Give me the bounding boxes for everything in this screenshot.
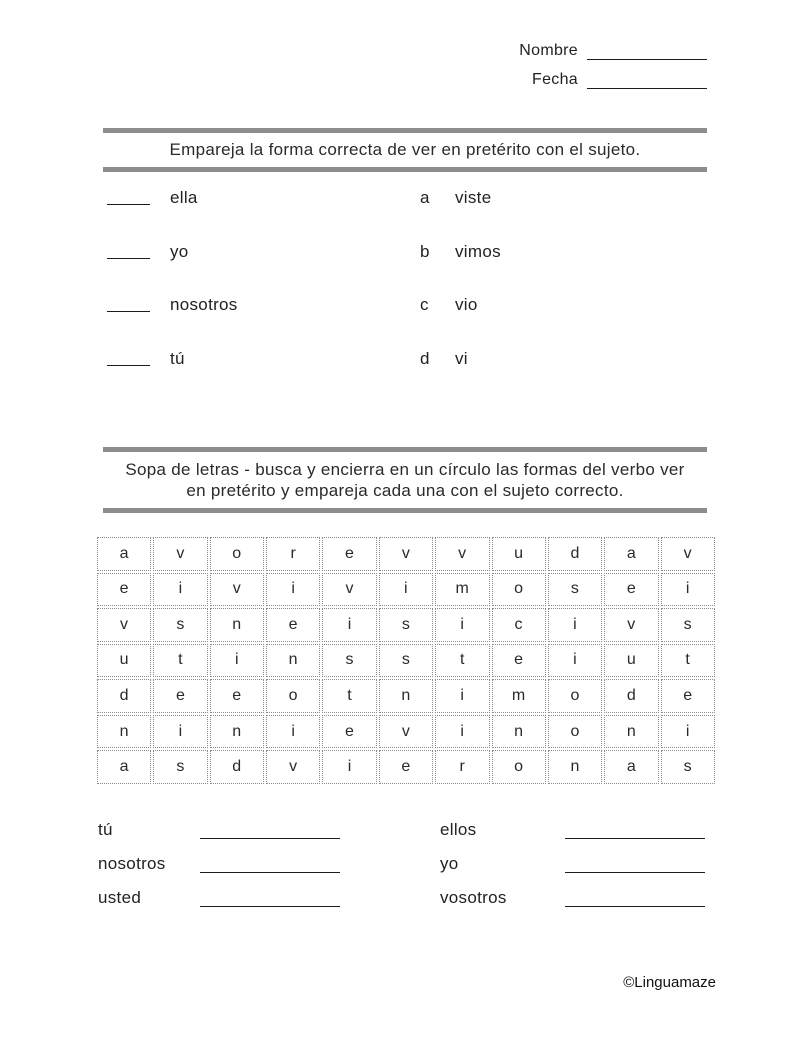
wordsearch-cell: o	[548, 715, 602, 749]
wordsearch-cell: m	[492, 679, 546, 713]
wordsearch-cell: e	[97, 573, 151, 607]
wordsearch-cell: t	[435, 644, 489, 678]
wordsearch-cell: i	[153, 573, 207, 607]
wordsearch-cell: c	[492, 608, 546, 642]
wordsearch-cell: i	[266, 715, 320, 749]
wordsearch-cell: e	[210, 679, 264, 713]
wordsearch-cell: v	[266, 750, 320, 784]
match-option-verb: vio	[455, 295, 478, 314]
answer-blank-left	[200, 891, 340, 907]
wordsearch-cell: s	[153, 750, 207, 784]
match-answer-blank	[107, 350, 150, 366]
match-option-letter: a	[420, 188, 430, 207]
answer-subject-left: usted	[98, 888, 142, 907]
matching-exercise	[107, 186, 687, 400]
answer-row	[98, 888, 710, 922]
wordsearch-cell: s	[379, 644, 433, 678]
wordsearch-cell: u	[604, 644, 658, 678]
answer-blank-right	[565, 857, 705, 873]
name-blank-line	[587, 44, 707, 60]
match-answer-blank	[107, 243, 150, 259]
match-row	[107, 186, 687, 240]
wordsearch-cell: d	[97, 679, 151, 713]
wordsearch-cell: i	[379, 573, 433, 607]
wordsearch-cell: v	[97, 608, 151, 642]
divider-bar-bottom	[103, 508, 707, 513]
section1-header	[103, 128, 707, 172]
wordsearch-cell: v	[379, 537, 433, 571]
match-subject: yo	[170, 241, 189, 261]
wordsearch-cell: n	[492, 715, 546, 749]
match-answer-blank	[107, 189, 150, 205]
wordsearch-cell: a	[97, 537, 151, 571]
answer-blanks-section	[98, 820, 710, 922]
wordsearch-cell: u	[492, 537, 546, 571]
match-subject: nosotros	[170, 295, 238, 314]
wordsearch-cell: e	[266, 608, 320, 642]
answer-blank-right	[565, 891, 705, 907]
wordsearch-cell: a	[97, 750, 151, 784]
wordsearch-cell: i	[548, 608, 602, 642]
wordsearch-cell: e	[379, 750, 433, 784]
wordsearch-cell: i	[435, 608, 489, 642]
credit-text: ©Linguamaze	[623, 974, 716, 991]
match-option-letter: d	[420, 348, 430, 368]
match-answer-blank	[107, 296, 150, 312]
match-option-verb: vimos	[455, 241, 501, 261]
name-date-block	[519, 42, 707, 100]
wordsearch-grid	[95, 535, 717, 786]
wordsearch-cell: v	[210, 573, 264, 607]
answer-subject-right: ellos	[440, 820, 477, 839]
wordsearch-cell: i	[435, 715, 489, 749]
wordsearch-row	[97, 644, 715, 678]
match-option-letter: c	[420, 295, 429, 314]
wordsearch-cell: i	[661, 573, 715, 607]
wordsearch-cell: m	[435, 573, 489, 607]
wordsearch-cell: a	[604, 750, 658, 784]
wordsearch-cell: i	[435, 679, 489, 713]
wordsearch-cell: i	[266, 573, 320, 607]
wordsearch-cell: e	[661, 679, 715, 713]
section1-title: Empareja la forma correcta de ver en pretérito con el sujeto.	[169, 140, 641, 159]
wordsearch-cell: d	[548, 537, 602, 571]
wordsearch-cell: n	[210, 608, 264, 642]
wordsearch-cell: v	[661, 537, 715, 571]
wordsearch-cell: i	[322, 750, 376, 784]
wordsearch-cell: v	[435, 537, 489, 571]
answer-row	[98, 820, 710, 854]
wordsearch-cell: v	[379, 715, 433, 749]
wordsearch-cell: s	[379, 608, 433, 642]
wordsearch-cell: i	[322, 608, 376, 642]
answer-subject-left: nosotros	[98, 854, 166, 873]
match-row	[107, 240, 687, 294]
date-blank-line	[587, 73, 707, 89]
wordsearch-cell: e	[153, 679, 207, 713]
answer-blank-left	[200, 857, 340, 873]
wordsearch-cell: n	[379, 679, 433, 713]
name-field-row	[519, 42, 707, 60]
wordsearch-row	[97, 608, 715, 642]
match-row	[107, 293, 687, 347]
wordsearch-cell: r	[266, 537, 320, 571]
match-subject: ella	[170, 188, 198, 207]
date-field-row	[519, 71, 707, 89]
section2-title	[103, 452, 707, 508]
divider-bar-bottom	[103, 167, 707, 172]
wordsearch-row	[97, 679, 715, 713]
wordsearch-cell: o	[266, 679, 320, 713]
wordsearch-cell: n	[97, 715, 151, 749]
wordsearch-cell: t	[322, 679, 376, 713]
wordsearch-cell: e	[322, 537, 376, 571]
wordsearch-cell: i	[661, 715, 715, 749]
wordsearch-cell: v	[322, 573, 376, 607]
answer-row	[98, 854, 710, 888]
wordsearch-cell: r	[435, 750, 489, 784]
wordsearch-row	[97, 537, 715, 571]
wordsearch-cell: s	[661, 608, 715, 642]
match-subject: tú	[170, 348, 185, 368]
wordsearch-cell: n	[266, 644, 320, 678]
wordsearch-cell: e	[492, 644, 546, 678]
wordsearch-cell: t	[661, 644, 715, 678]
wordsearch-cell: a	[604, 537, 658, 571]
wordsearch-cell: n	[604, 715, 658, 749]
wordsearch-cell: d	[210, 750, 264, 784]
match-row	[107, 347, 687, 401]
answer-blank-left	[200, 823, 340, 839]
wordsearch-cell: d	[604, 679, 658, 713]
wordsearch-cell: s	[322, 644, 376, 678]
answer-subject-left: tú	[98, 820, 113, 839]
wordsearch-cell: i	[153, 715, 207, 749]
wordsearch-cell: n	[548, 750, 602, 784]
match-option-verb: viste	[455, 188, 492, 207]
section2-title-line1: Sopa de letras - busca y encierra en un círculo las formas del verbo ver	[125, 460, 685, 479]
section2-header	[103, 447, 707, 513]
wordsearch-cell: s	[548, 573, 602, 607]
match-option-verb: vi	[455, 348, 468, 368]
wordsearch-cell: t	[153, 644, 207, 678]
wordsearch-cell: i	[548, 644, 602, 678]
wordsearch-row	[97, 715, 715, 749]
wordsearch-cell: o	[492, 750, 546, 784]
date-label: Fecha	[532, 71, 578, 88]
wordsearch-cell: i	[210, 644, 264, 678]
wordsearch-cell: v	[604, 608, 658, 642]
wordsearch-cell: n	[210, 715, 264, 749]
wordsearch-row	[97, 573, 715, 607]
wordsearch-row	[97, 750, 715, 784]
answer-subject-right: yo	[440, 854, 459, 873]
wordsearch-cell: v	[153, 537, 207, 571]
wordsearch-cell: u	[97, 644, 151, 678]
answer-blank-right	[565, 823, 705, 839]
match-option-letter: b	[420, 241, 430, 261]
wordsearch-cell: o	[548, 679, 602, 713]
answer-subject-right: vosotros	[440, 888, 507, 907]
wordsearch-cell: o	[210, 537, 264, 571]
wordsearch-cell: o	[492, 573, 546, 607]
section2-title-line2: en pretérito y empareja cada una con el sujeto correcto.	[186, 481, 624, 500]
wordsearch-cell: s	[661, 750, 715, 784]
wordsearch-cell: e	[322, 715, 376, 749]
name-label: Nombre	[519, 42, 578, 59]
wordsearch-cell: s	[153, 608, 207, 642]
wordsearch-cell: e	[604, 573, 658, 607]
